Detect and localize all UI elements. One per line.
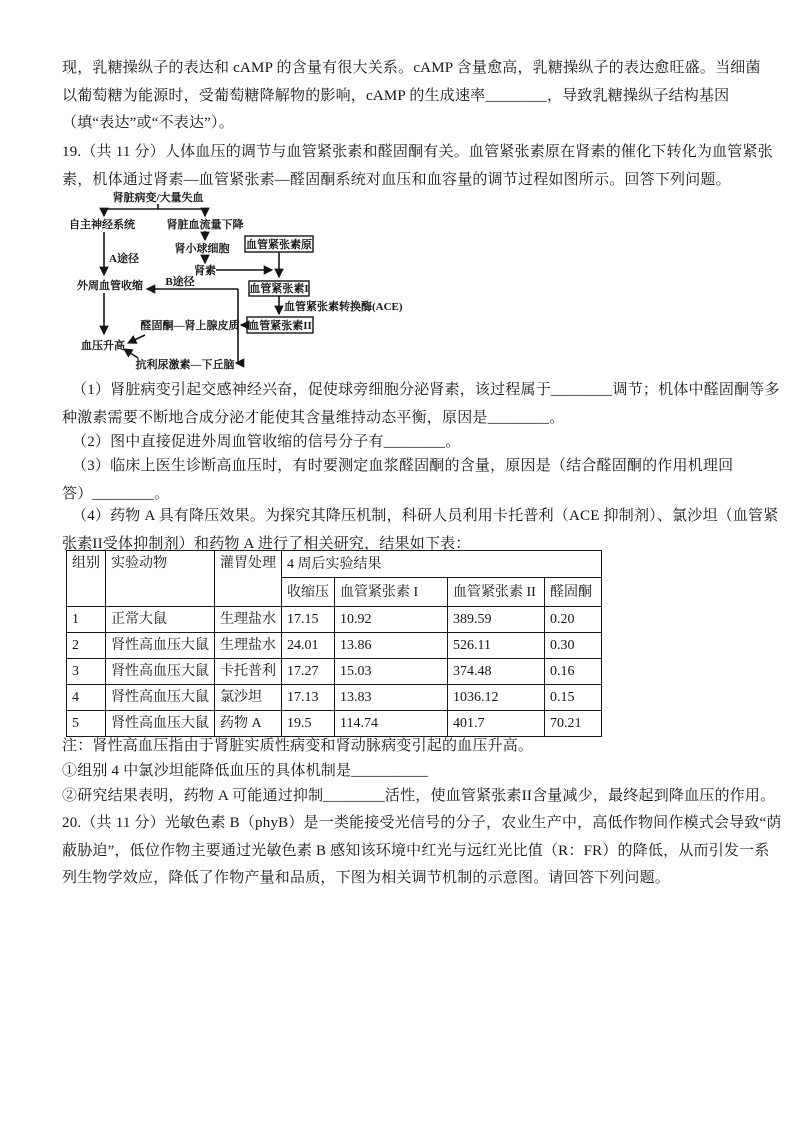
table-cell: 肾性高血压大鼠 xyxy=(106,711,215,737)
paragraph-line: 蔽胁迫”，低位作物主要通过光敏色素 B 感知该环境中红光与远红光比值（R：FR）的降低，从而引发一系 xyxy=(62,842,770,859)
table-cell: 19.5 xyxy=(282,711,335,737)
table-cell: 17.15 xyxy=(282,607,335,633)
table-cell: 卡托普利 xyxy=(215,659,282,685)
table-cell: 13.86 xyxy=(335,633,448,659)
table-cell: 10.92 xyxy=(335,607,448,633)
table-cell: 4 xyxy=(67,685,106,711)
node-angiotensinogen: 血管紧张素原 xyxy=(246,239,312,251)
col-header-ang1: 血管紧张素 I xyxy=(335,578,448,607)
node-renal-flow: 肾脏血流量下降 xyxy=(166,219,244,231)
node-angiotensin1: 血管紧张素I xyxy=(249,283,309,295)
raas-flowchart-diagram xyxy=(58,189,518,385)
paragraph-line: （填“表达”或“不表达”）。 xyxy=(62,115,234,131)
table-note xyxy=(62,733,533,761)
col-header-treatment: 灌胃处理 xyxy=(215,551,282,607)
node-aldosterone: 醛固酮—肾上腺皮质 xyxy=(140,320,240,332)
table-header-row xyxy=(67,551,602,578)
paragraph-line: 种激素需要不断地合成分泌才能使其含量维持动态平衡，原因是________。 xyxy=(62,409,565,426)
table-cell: 0.30 xyxy=(545,633,602,659)
col-header-animal: 实验动物 xyxy=(106,551,215,607)
table-cell: 0.20 xyxy=(545,607,602,633)
node-glomerular: 肾小球细胞 xyxy=(174,243,230,255)
table-row xyxy=(67,633,602,659)
label-ace-enzyme: 血管紧张素转换酶(ACE) xyxy=(284,301,403,313)
q19-sub3 xyxy=(62,453,733,508)
col-header-result: 4 周后实验结果 xyxy=(282,551,602,578)
label-path-b: B途径 xyxy=(165,276,195,288)
table-cell: 5 xyxy=(67,711,106,737)
col-header-systolic: 收缩压 xyxy=(282,578,335,607)
col-header-group: 组别 xyxy=(67,551,106,607)
q19-stem xyxy=(62,139,773,194)
table-cell: 24.01 xyxy=(282,633,335,659)
table-row xyxy=(67,685,602,711)
q19-sub1 xyxy=(62,377,780,432)
table-cell: 70.21 xyxy=(545,711,602,737)
table-cell: 17.13 xyxy=(282,685,335,711)
table-cell: 药物 A xyxy=(215,711,282,737)
paragraph-line: 答）________。 xyxy=(62,485,170,502)
paragraph-line: 20.（共 11 分）光敏色素 B（phyB）是一类能接受光信号的分子，农业生产中，高低作物间作模式会导致“荫 xyxy=(62,815,782,831)
table-cell: 401.7 xyxy=(448,711,545,737)
table-cell: 1036.12 xyxy=(448,685,545,711)
paragraph-line: 现，乳糖操纵子的表达和 cAMP 的含量有很大关系。cAMP 含量愈高，乳糖操纵子的表达愈旺盛。当细菌 xyxy=(62,60,761,76)
paragraph-line: ①组别 4 中氯沙坦能降低血压的具体机制是__________ xyxy=(62,763,429,779)
table-cell: 114.74 xyxy=(335,711,448,737)
table-row xyxy=(67,607,602,633)
paragraph-line: 列生物学效应，降低了作物产量和品质，下图为相关调节机制的示意图。请回答下列问题。 xyxy=(62,870,671,886)
table-cell: 374.48 xyxy=(448,659,545,685)
node-trigger: 肾脏病变/大量失血 xyxy=(112,192,204,204)
table-cell: 1 xyxy=(67,607,106,633)
table-cell: 526.11 xyxy=(448,633,545,659)
table-cell: 氯沙坦 xyxy=(215,685,282,711)
table-row xyxy=(67,659,602,685)
table-cell: 13.83 xyxy=(335,685,448,711)
label-path-a: A途径 xyxy=(109,253,139,265)
paragraph-line: （3）临床上医生诊断高血压时，有时要测定血浆醛固酮的含量，原因是（结合醛固酮的作用机理回 xyxy=(72,458,734,474)
paragraph-line: （1）肾脏病变引起交感神经兴奋，促使球旁细胞分泌肾素，该过程属于________调节；机体中醛固酮等多 xyxy=(72,382,780,398)
table-note-1 xyxy=(62,758,428,786)
col-header-aldo: 醛固酮 xyxy=(545,578,602,607)
q18-tail-paragraph xyxy=(62,55,761,138)
paragraph-line: 19.（共 11 分）人体血压的调节与血管紧张素和醛固酮有关。血管紧张素原在肾素的催化下转化为血管紧张 xyxy=(62,144,773,160)
table-cell: 17.27 xyxy=(282,659,335,685)
experiment-results-table xyxy=(66,550,602,737)
node-renin: 肾素 xyxy=(194,265,216,277)
table-cell: 生理盐水 xyxy=(215,633,282,659)
paragraph-line: ②研究结果表明，药物 A 可能通过抑制________活性，使血管紧张素II含量减少，最终起到降血压的作用。 xyxy=(62,788,776,804)
paragraph-line: （2）图中直接促进外周血管收缩的信号分子有________。 xyxy=(72,434,461,450)
table-cell: 389.59 xyxy=(448,607,545,633)
table-note-2 xyxy=(62,783,775,811)
table-cell: 肾性高血压大鼠 xyxy=(106,633,215,659)
paragraph-line: 以葡萄糖为能源时，受葡萄糖降解物的影响，cAMP 的生成速率________，导致乳糖操纵子结构基因 xyxy=(62,87,730,104)
paragraph-line: 注：肾性高血压指由于肾脏实质性病变和肾动脉病变引起的血压升高。 xyxy=(62,738,534,754)
paragraph-line: 素，机体通过肾素—血管紧张素—醛固酮系统对血压和血容量的调节过程如图所示。回答下列问题。 xyxy=(62,171,731,188)
table-cell: 生理盐水 xyxy=(215,607,282,633)
node-autonomic: 自主神经系统 xyxy=(69,219,135,231)
paragraph-line: 张素II受体抑制剂）和药物 A 进行了相关研究，结果如下表： xyxy=(62,535,471,552)
node-vasoconstriction: 外周血管收缩 xyxy=(77,280,143,292)
table-cell: 正常大鼠 xyxy=(106,607,215,633)
col-header-ang2: 血管紧张素 II xyxy=(448,578,545,607)
table-cell: 肾性高血压大鼠 xyxy=(106,685,215,711)
table-cell: 肾性高血压大鼠 xyxy=(106,659,215,685)
table-cell: 3 xyxy=(67,659,106,685)
table-cell: 2 xyxy=(67,633,106,659)
table-cell: 0.16 xyxy=(545,659,602,685)
table-cell: 0.15 xyxy=(545,685,602,711)
paragraph-line: （4）药物 A 具有降压效果。为探究其降压机制，科研人员利用卡托普利（ACE 抑制剂）、氯沙坦（血管紧 xyxy=(72,508,779,524)
table-cell: 15.03 xyxy=(335,659,448,685)
node-bp-rise: 血压升高 xyxy=(81,340,125,352)
node-adh: 抗利尿激素—下丘脑 xyxy=(135,359,235,371)
q20-stem xyxy=(62,810,782,893)
node-angiotensin2: 血管紧张素II xyxy=(248,320,312,332)
